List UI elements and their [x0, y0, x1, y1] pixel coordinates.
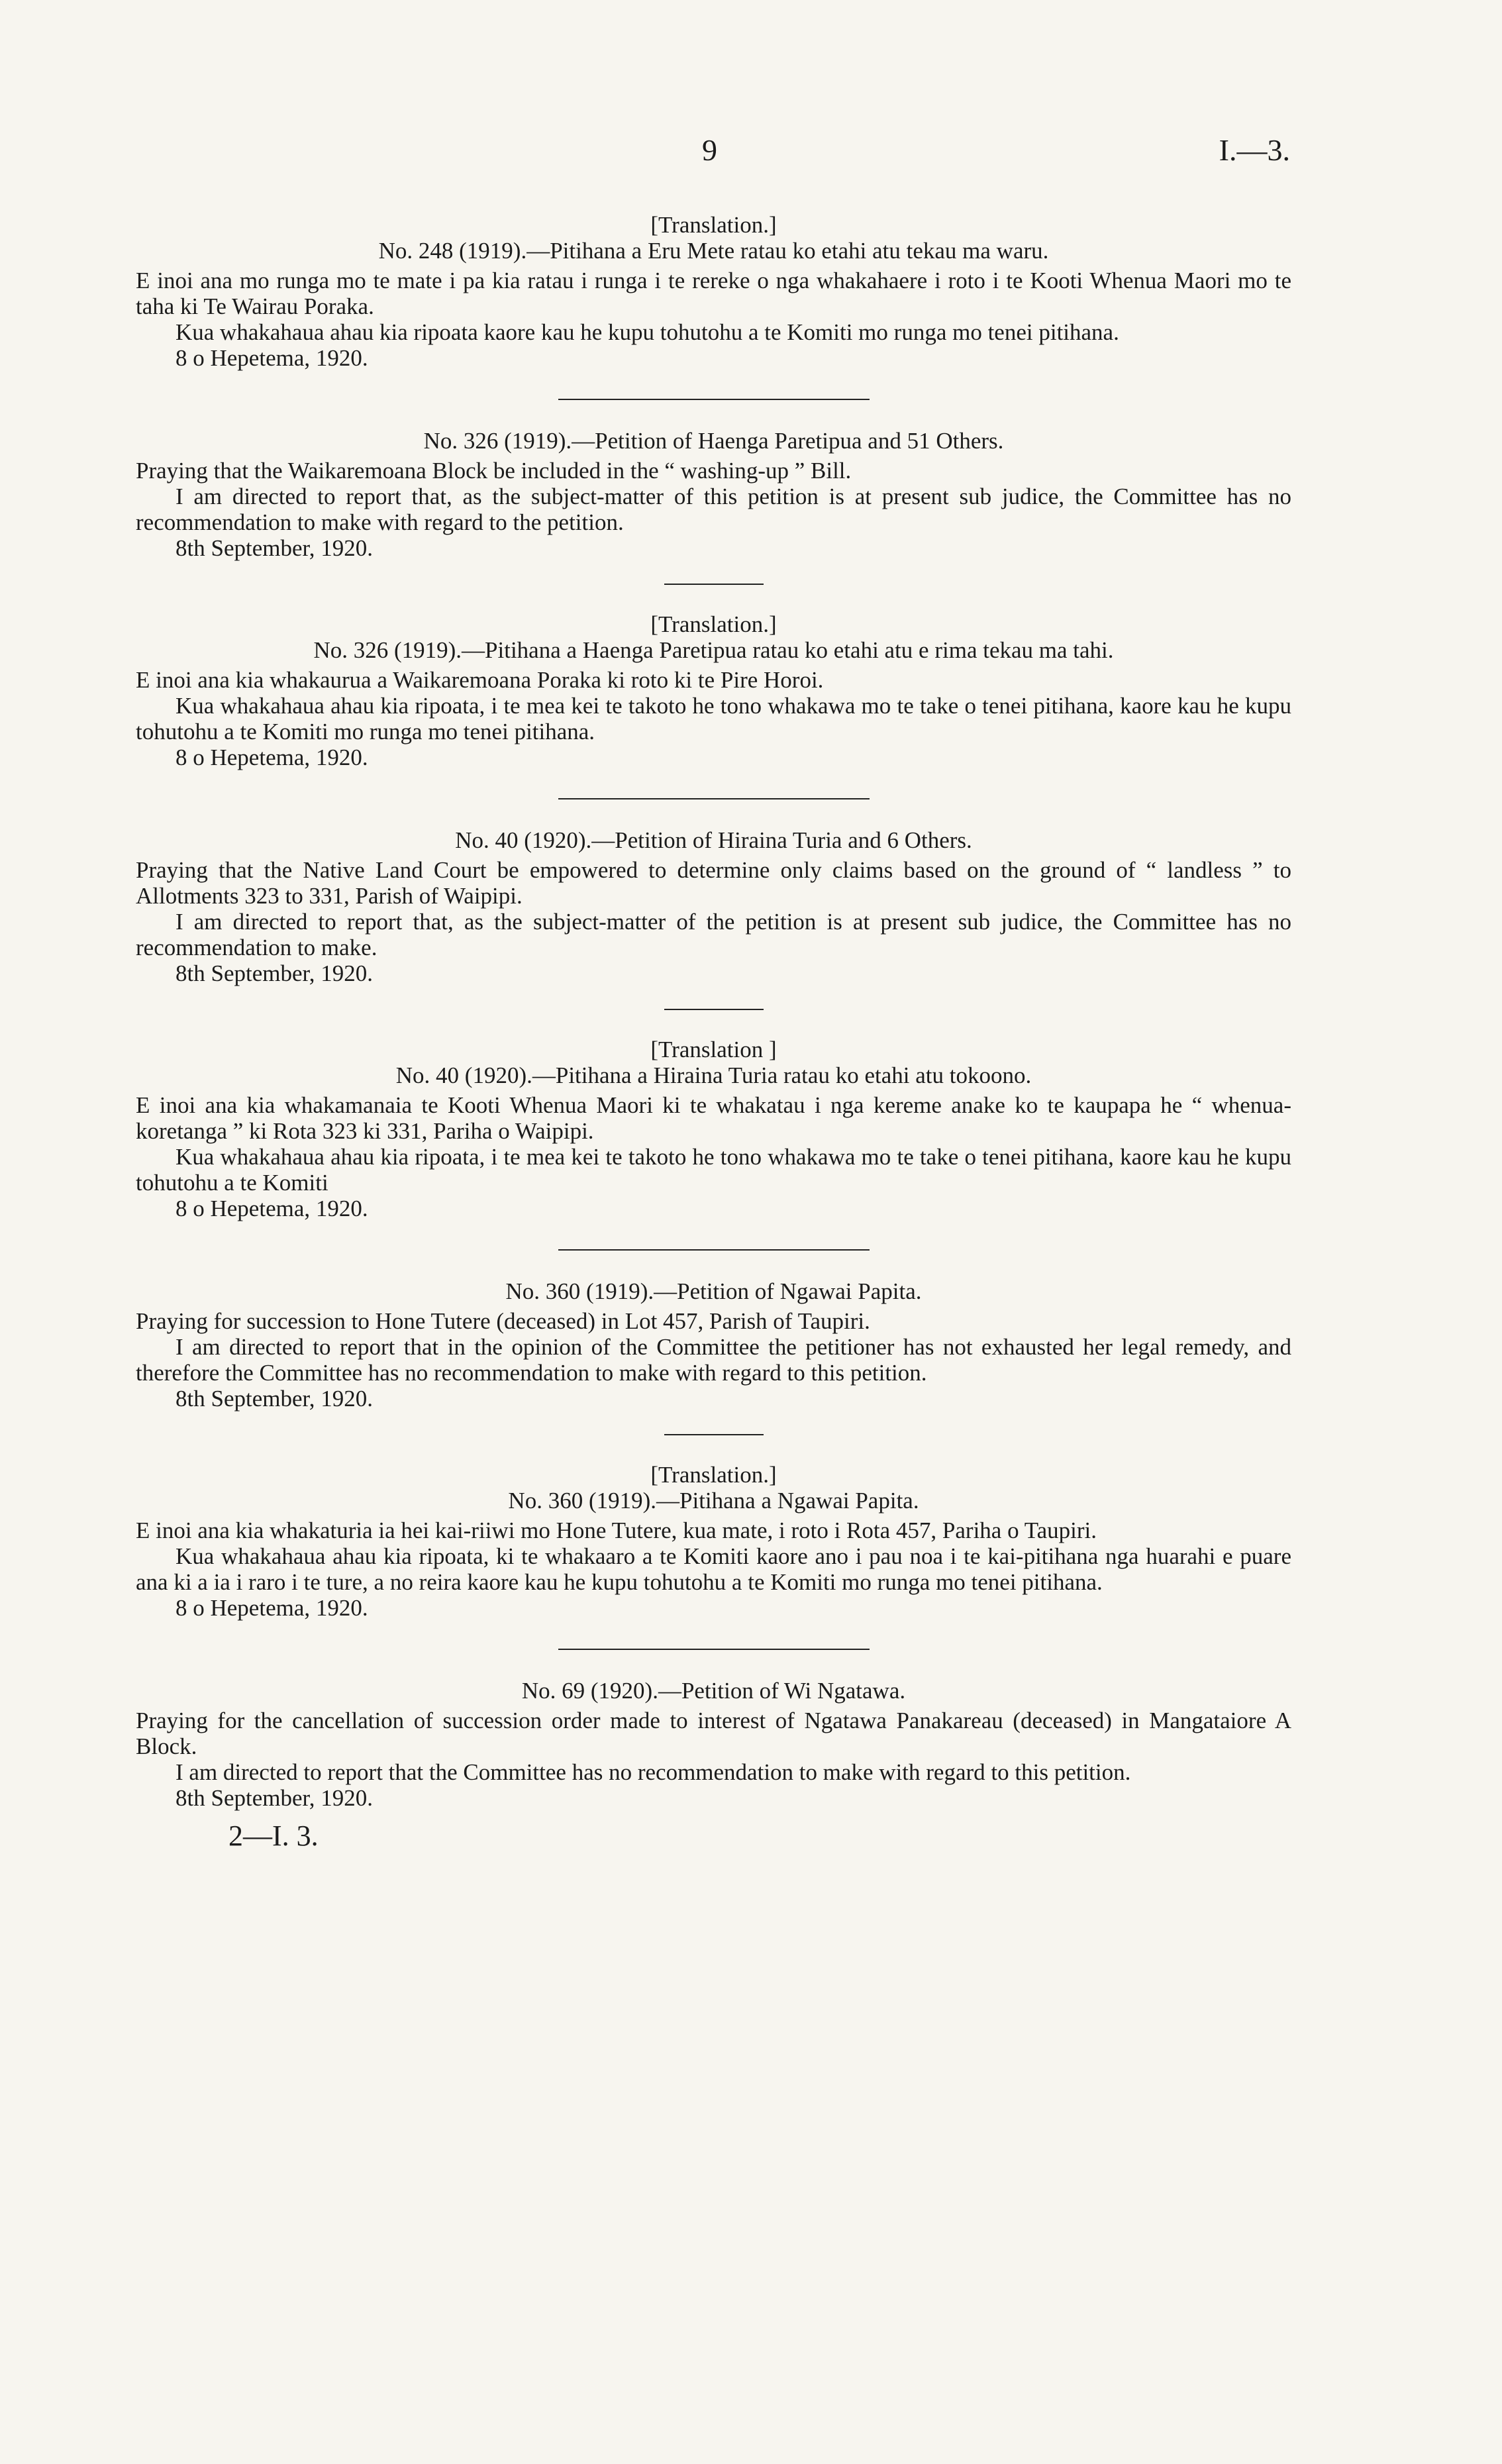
petition-326	[136, 428, 1291, 561]
translation-label: [Translation.]	[650, 1462, 777, 1488]
petition-title: No. 248 (1919).—Pitihana a Eru Mete ratau ko etahi atu tekau ma waru.	[378, 238, 1049, 264]
petition-prayer: E inoi ana kia whakamanaia te Kooti Whenua Maori ki te whakatau i nga kereme anake ko te kaupapa he “ whenua-koretanga ” ki Rota 323 ki 331, Pariha o Waipipi.	[136, 1092, 1291, 1144]
petition-prayer: E inoi ana kia whakaturia ia hei kai-riiwi mo Hone Tutere, kua mate, i roto i Rota 457, Pariha o Taupiri.	[136, 1517, 1097, 1543]
translation-divider	[664, 584, 764, 585]
petition-report: I am directed to report that the Committee has no recommendation to make with regard to this petition.	[175, 1759, 1131, 1785]
petition-title: No. 360 (1919).—Petition of Ngawai Papita.	[505, 1278, 922, 1304]
petition-date: 8th September, 1920.	[175, 1386, 373, 1412]
petition-report: Kua whakahaua ahau kia ripoata, i te mea kei te takoto he tono whakawa mo te take o tenei pitihana, kaore kau he kupu tohutohu a te Komiti	[136, 1144, 1291, 1196]
petition-report: I am directed to report that, as the subject-matter of the petition is at present sub judice, the Committee has no recommendation to make.	[136, 909, 1291, 960]
petition-69	[136, 1678, 1291, 1811]
translation-label: [Translation ]	[650, 1037, 777, 1062]
petition-date: 8th September, 1920.	[175, 1785, 373, 1811]
petition-title: No. 326 (1919).—Pitihana a Haenga Paretipua ratau ko etahi atu e rima tekau ma tahi.	[313, 637, 1114, 663]
signature-mark: 2—I. 3.	[228, 1820, 319, 1852]
petition-report: I am directed to report that, as the subject-matter of this petition is at present sub judice, the Committee has no recommendation to make with regard to the petition.	[136, 484, 1291, 535]
petition-prayer: Praying for the cancellation of succession order made to interest of Ngatawa Panakareau (deceased) in Mangataiore A Block.	[136, 1708, 1291, 1759]
petition-360	[136, 1278, 1291, 1412]
page-header	[0, 132, 1502, 185]
document-body	[136, 212, 1291, 1852]
translation-label: [Translation.]	[650, 611, 777, 637]
section-divider	[558, 1249, 870, 1251]
section-divider	[558, 1649, 870, 1650]
petition-prayer: E inoi ana kia whakaurua a Waikaremoana Poraka ki roto ki te Pire Horoi.	[136, 667, 824, 693]
petition-prayer: Praying that the Native Land Court be empowered to determine only claims based on the ground of “ landless ” to Allotments 323 to 331, Parish of Waipipi.	[136, 857, 1291, 909]
translation-label: [Translation.]	[650, 212, 777, 238]
petition-title: No. 40 (1920).—Petition of Hiraina Turia and 6 Others.	[455, 827, 972, 853]
petition-prayer: Praying for succession to Hone Tutere (deceased) in Lot 457, Parish of Taupiri.	[136, 1308, 870, 1334]
section-divider	[558, 798, 870, 799]
petition-report: Kua whakahaua ahau kia ripoata, ki te whakaaro a te Komiti kaore ano i pau noa i te kai-pitihana nga huarahi e puare ana ki a ia i raro i te ture, a no reira kaore kau he kupu tohutohu a te Komiti mo runga mo tenei pitihana.	[136, 1543, 1291, 1595]
page-number: 9	[702, 133, 717, 167]
petition-date: 8 o Hepetema, 1920.	[175, 744, 368, 770]
petition-title: No. 69 (1920).—Petition of Wi Ngatawa.	[521, 1678, 906, 1704]
document-code: I.—3.	[1219, 133, 1290, 167]
translation-divider	[664, 1434, 764, 1435]
section-divider	[558, 399, 870, 400]
petition-title: No. 326 (1919).—Petition of Haenga Paretipua and 51 Others.	[423, 428, 1004, 454]
petition-title: No. 40 (1920).—Pitihana a Hiraina Turia ratau ko etahi atu tokoono.	[395, 1062, 1032, 1088]
petition-prayer: E inoi ana mo runga mo te mate i pa kia ratau i runga i te rereke o nga whakahaere i roto i te Kooti Whenua Maori mo te taha ki Te Wairau Poraka.	[136, 268, 1291, 319]
translation-divider	[664, 1009, 764, 1010]
petition-prayer: Praying that the Waikaremoana Block be included in the “ washing-up ” Bill.	[136, 458, 852, 484]
petition-date: 8th September, 1920.	[175, 960, 373, 986]
petition-date: 8 o Hepetema, 1920.	[175, 1595, 368, 1621]
petition-date: 8 o Hepetema, 1920.	[175, 1196, 368, 1221]
petition-report: Kua whakahaua ahau kia ripoata, i te mea kei te takoto he tono whakawa mo te take o tenei pitihana, kaore kau he kupu tohutohu a te Komiti mo runga mo tenei pitihana.	[136, 693, 1291, 744]
petition-date: 8 o Hepetema, 1920.	[175, 345, 368, 371]
petition-40	[136, 827, 1291, 986]
petition-326-translation	[136, 611, 1291, 770]
petition-248-translation	[136, 212, 1291, 371]
petition-report: I am directed to report that in the opinion of the Committee the petitioner has not exhausted her legal remedy, and therefore the Committee has no recommendation to make with regard to this petition.	[136, 1334, 1291, 1386]
petition-title: No. 360 (1919).—Pitihana a Ngawai Papita.	[508, 1488, 919, 1514]
petition-date: 8th September, 1920.	[175, 535, 373, 561]
petition-40-translation	[136, 1037, 1291, 1221]
petition-360-translation	[136, 1462, 1291, 1621]
petition-report: Kua whakahaua ahau kia ripoata kaore kau he kupu tohutohu a te Komiti mo runga mo tenei pitihana.	[175, 319, 1119, 345]
